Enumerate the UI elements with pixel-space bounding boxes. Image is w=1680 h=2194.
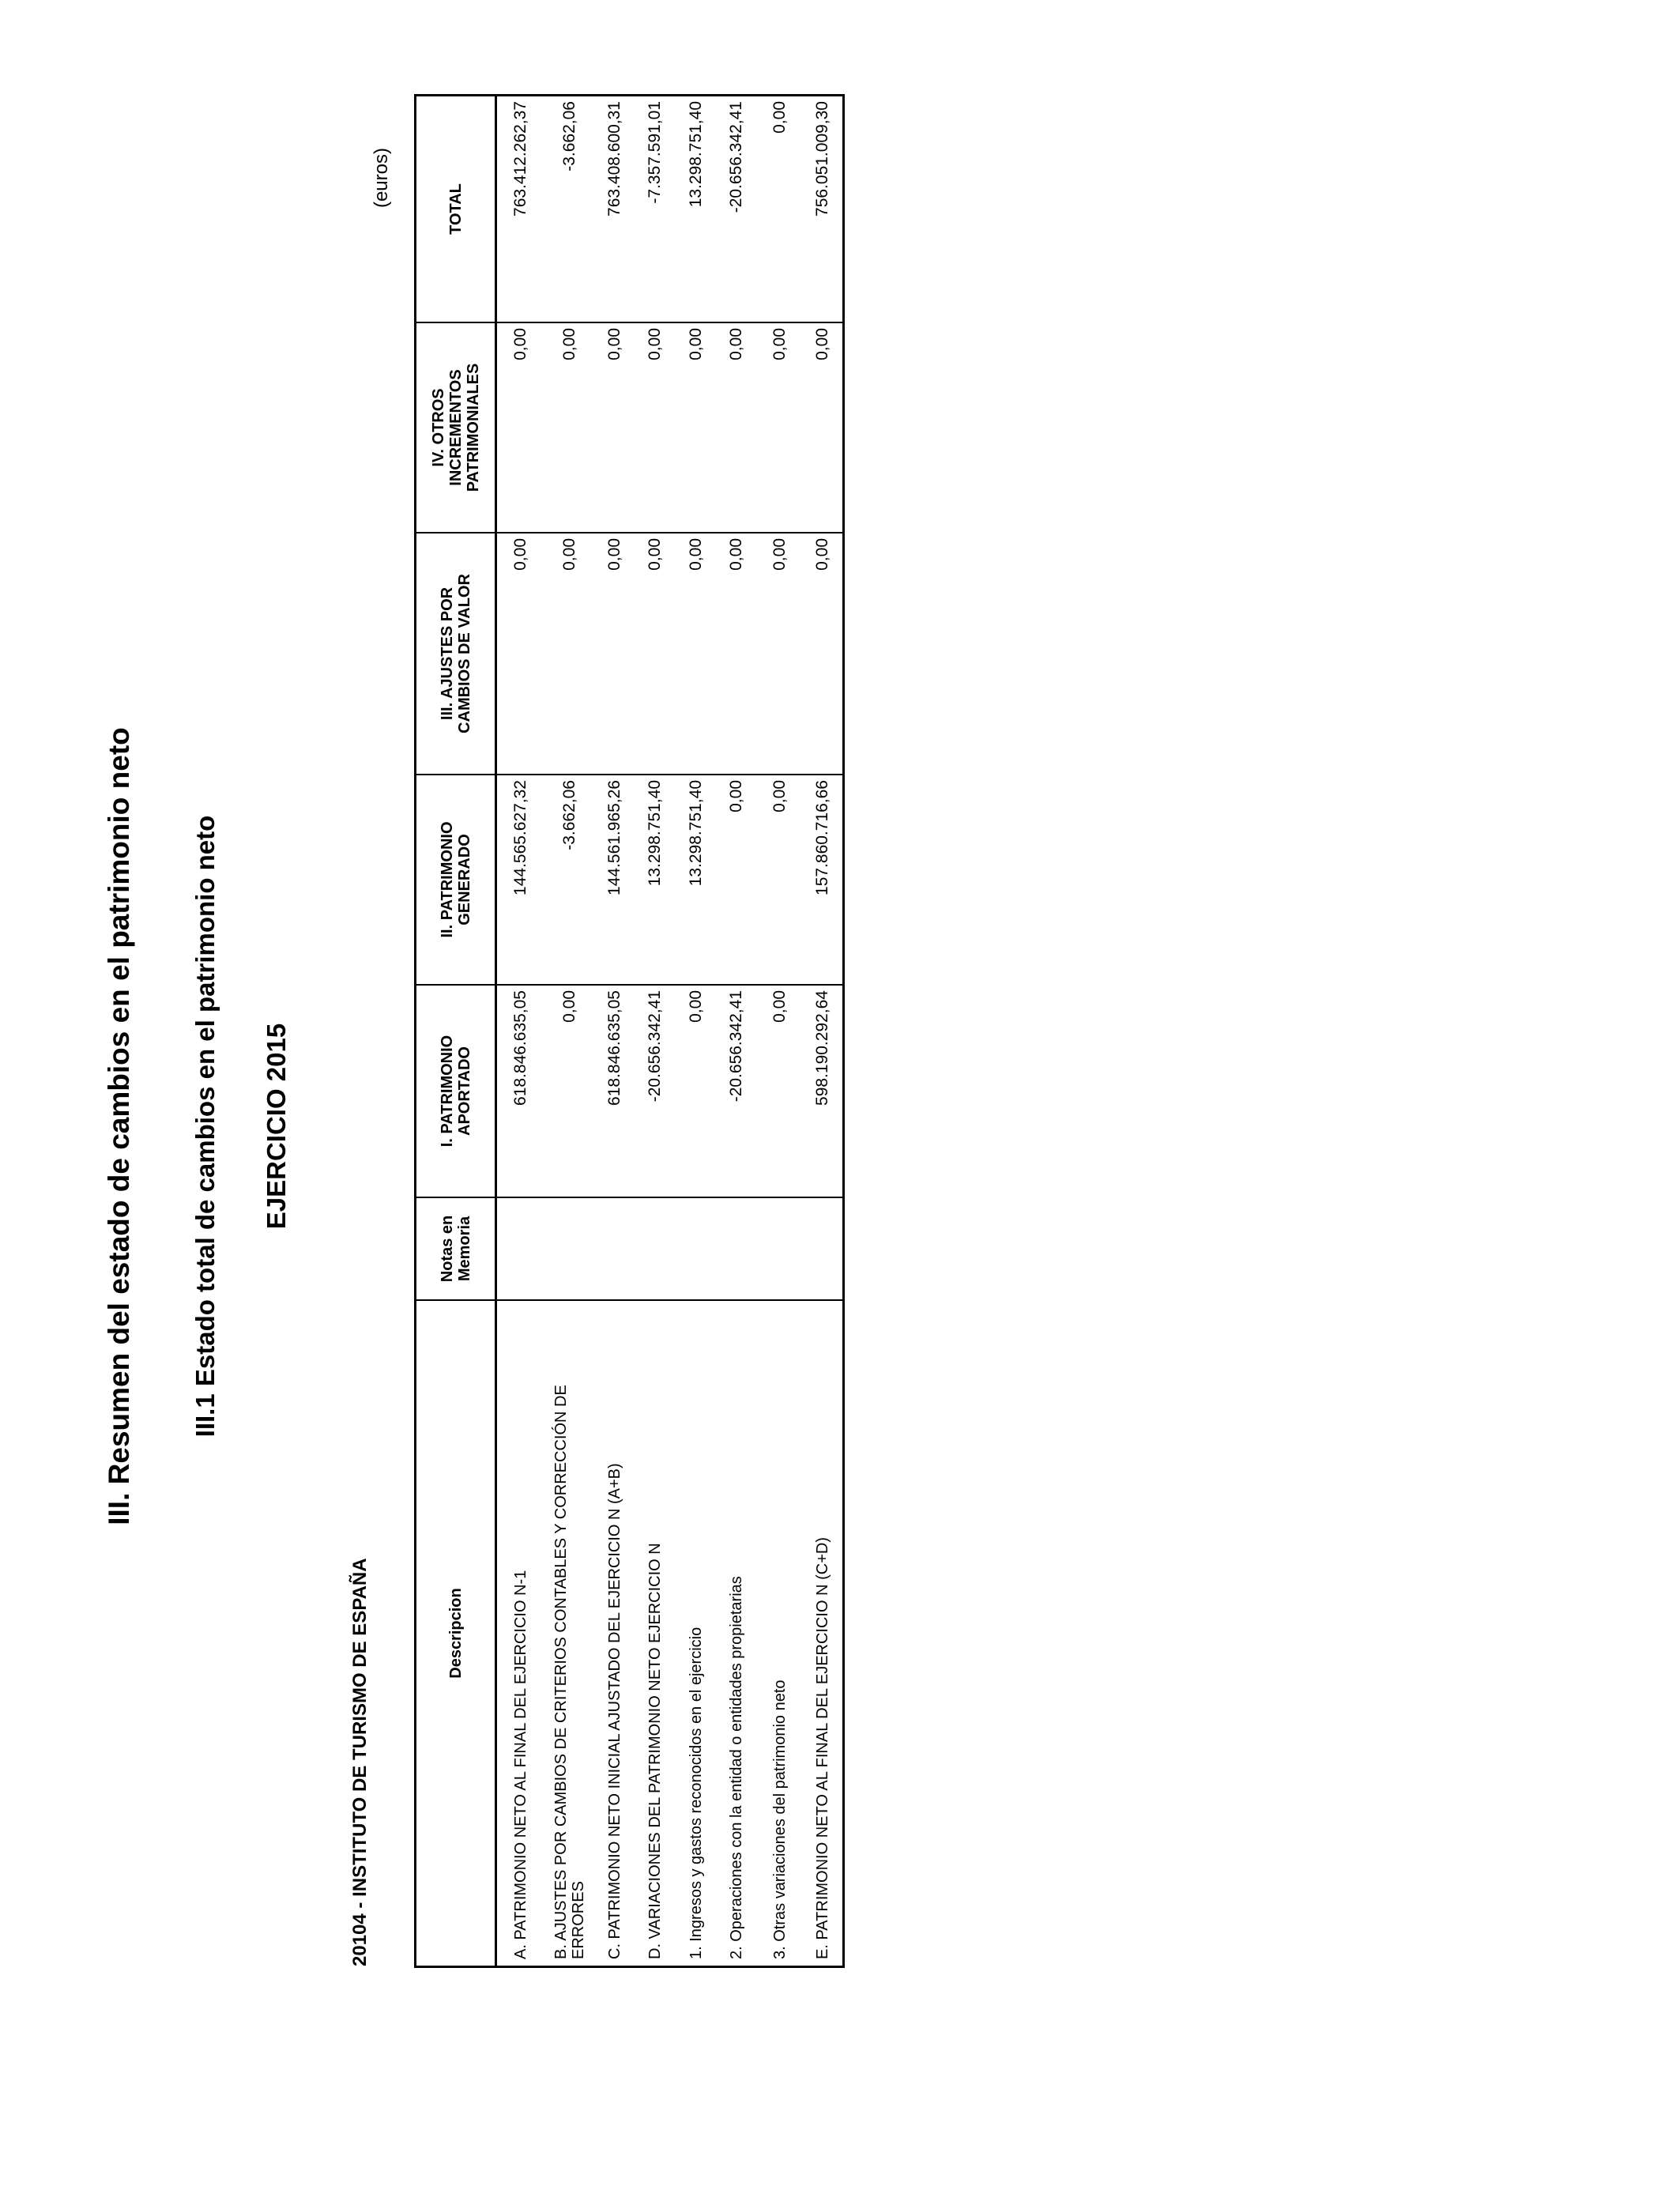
currency-unit-note: (euros): [371, 148, 392, 209]
row-description-text: B. AJUSTES POR CAMBIOS DE CRITERIOS CONTABLES Y CORRECCIÓN DE ERRORES: [552, 1385, 587, 1959]
page-title: III. Resumen del estado de cambios en el patrimonio neto: [103, 727, 135, 1525]
value-generado: 144.565.627,32: [497, 774, 544, 984]
row-description: [497, 1299, 544, 1966]
row-description: [635, 1299, 676, 1966]
value-aportado: 0,00: [544, 984, 595, 1197]
header-notes-line: Notas en: [438, 1215, 456, 1283]
notes-cell: [756, 1197, 803, 1299]
row-description: [544, 1299, 595, 1966]
header-total-label: TOTAL: [446, 183, 465, 235]
value-generado: 13.298.751,40: [635, 774, 676, 984]
notes-cell: [595, 1197, 635, 1299]
header-aportado-line: I. PATRIMONIO: [438, 1035, 456, 1148]
notes-cell: [716, 1197, 756, 1299]
value-generado: 144.561.965,26: [595, 774, 635, 984]
value-aportado: -20.656.342,41: [635, 984, 676, 1197]
value-aportado: 618.846.635,05: [595, 984, 635, 1197]
value-otros-incrementos: 0,00: [595, 322, 635, 532]
value-generado: -3.662,06: [544, 774, 595, 984]
value-otros-incrementos: 0,00: [803, 322, 842, 532]
header-otros-line: PATRIMONIALES: [464, 363, 482, 492]
header-aportado-line: APORTADO: [455, 1046, 473, 1136]
value-total: 763.408.600,31: [605, 101, 623, 217]
row-description: [676, 1299, 716, 1966]
value-generado: 0,00: [716, 774, 756, 984]
value-total: 0,00: [770, 101, 789, 134]
row-description-text: C. PATRIMONIO NETO INICIAL AJUSTADO DEL EJERCICIO N (A+B): [606, 1463, 623, 1959]
value-ajustes: 0,00: [595, 532, 635, 774]
value-ajustes: 0,00: [716, 532, 756, 774]
value-otros-incrementos: 0,00: [756, 322, 803, 532]
header-total: [416, 96, 497, 322]
equity-changes-table: [414, 94, 845, 1968]
notes-cell: [635, 1197, 676, 1299]
row-description-text: A. PATRIMONIO NETO AL FINAL DEL EJERCICIO N-1: [511, 1570, 529, 1959]
value-aportado: 0,00: [756, 984, 803, 1197]
value-total: -20.656.342,41: [726, 101, 745, 213]
row-description-text: 1. Ingresos y gastos reconocidos en el ejercicio: [687, 1627, 705, 1959]
header-patrimonio-aportado: [416, 984, 497, 1197]
header-otros-line: IV. OTROS: [429, 388, 447, 467]
row-description: [803, 1299, 842, 1966]
page-subtitle: III.1 Estado total de cambios en el patrimonio neto: [190, 815, 220, 1438]
value-generado: 157.860.716,66: [803, 774, 842, 984]
value-total: 13.298.751,40: [686, 101, 705, 208]
value-generado: 13.298.751,40: [676, 774, 716, 984]
entity-name: 20104 - INSTITUTO DE TURISMO DE ESPAÑA: [349, 1558, 371, 1966]
row-description: [756, 1299, 803, 1966]
value-otros-incrementos: 0,00: [716, 322, 756, 532]
value-aportado: -20.656.342,41: [716, 984, 756, 1197]
header-description: [416, 1299, 497, 1966]
header-generado-line: II. PATRIMONIO: [438, 821, 456, 938]
value-aportado: 0,00: [676, 984, 716, 1197]
value-ajustes: 0,00: [756, 532, 803, 774]
value-otros-incrementos: 0,00: [544, 322, 595, 532]
value-total: -7.357.591,01: [646, 101, 664, 204]
header-ajustes-line: III. AJUSTES POR: [438, 586, 456, 721]
notes-cell: [544, 1197, 595, 1299]
row-description: [595, 1299, 635, 1966]
value-ajustes: 0,00: [497, 532, 544, 774]
row-description-text: 2. Operaciones con la entidad o entidades propietarias: [727, 1576, 745, 1959]
row-description-text: D. VARIACIONES DEL PATRIMONIO NETO EJERCICIO N: [646, 1543, 664, 1959]
header-patrimonio-generado: [416, 774, 497, 984]
value-total: 756.051.009,30: [813, 101, 831, 217]
notes-cell: [676, 1197, 716, 1299]
header-notes: [416, 1197, 497, 1299]
row-description: [716, 1299, 756, 1966]
value-ajustes: 0,00: [635, 532, 676, 774]
value-aportado: 618.846.635,05: [497, 984, 544, 1197]
value-total: 763.412.262,37: [510, 101, 529, 217]
value-ajustes: 0,00: [803, 532, 842, 774]
value-otros-incrementos: 0,00: [497, 322, 544, 532]
header-generado-line: GENERADO: [455, 834, 473, 925]
header-ajustes-cambios-valor: [416, 532, 497, 774]
header-notes-line: Memoria: [455, 1216, 473, 1282]
fiscal-year-heading: EJERCICIO 2015: [262, 1023, 291, 1230]
row-description-text: 3. Otras variaciones del patrimonio neto: [770, 1679, 789, 1959]
value-aportado: 598.190.292,64: [803, 984, 842, 1197]
header-otros-incrementos: [416, 322, 497, 532]
row-description-text: E. PATRIMONIO NETO AL FINAL DEL EJERCICIO N (C+D): [814, 1537, 831, 1959]
value-total: -3.662,06: [559, 101, 578, 172]
header-ajustes-line: CAMBIOS DE VALOR: [455, 574, 473, 733]
value-generado: 0,00: [756, 774, 803, 984]
value-otros-incrementos: 0,00: [676, 322, 716, 532]
notes-cell: [803, 1197, 842, 1299]
value-ajustes: 0,00: [676, 532, 716, 774]
notes-cell: [497, 1197, 544, 1299]
header-otros-line: INCREMENTOS: [446, 369, 465, 486]
header-description-label: Descripcion: [446, 1588, 465, 1679]
value-otros-incrementos: 0,00: [635, 322, 676, 532]
value-ajustes: 0,00: [544, 532, 595, 774]
